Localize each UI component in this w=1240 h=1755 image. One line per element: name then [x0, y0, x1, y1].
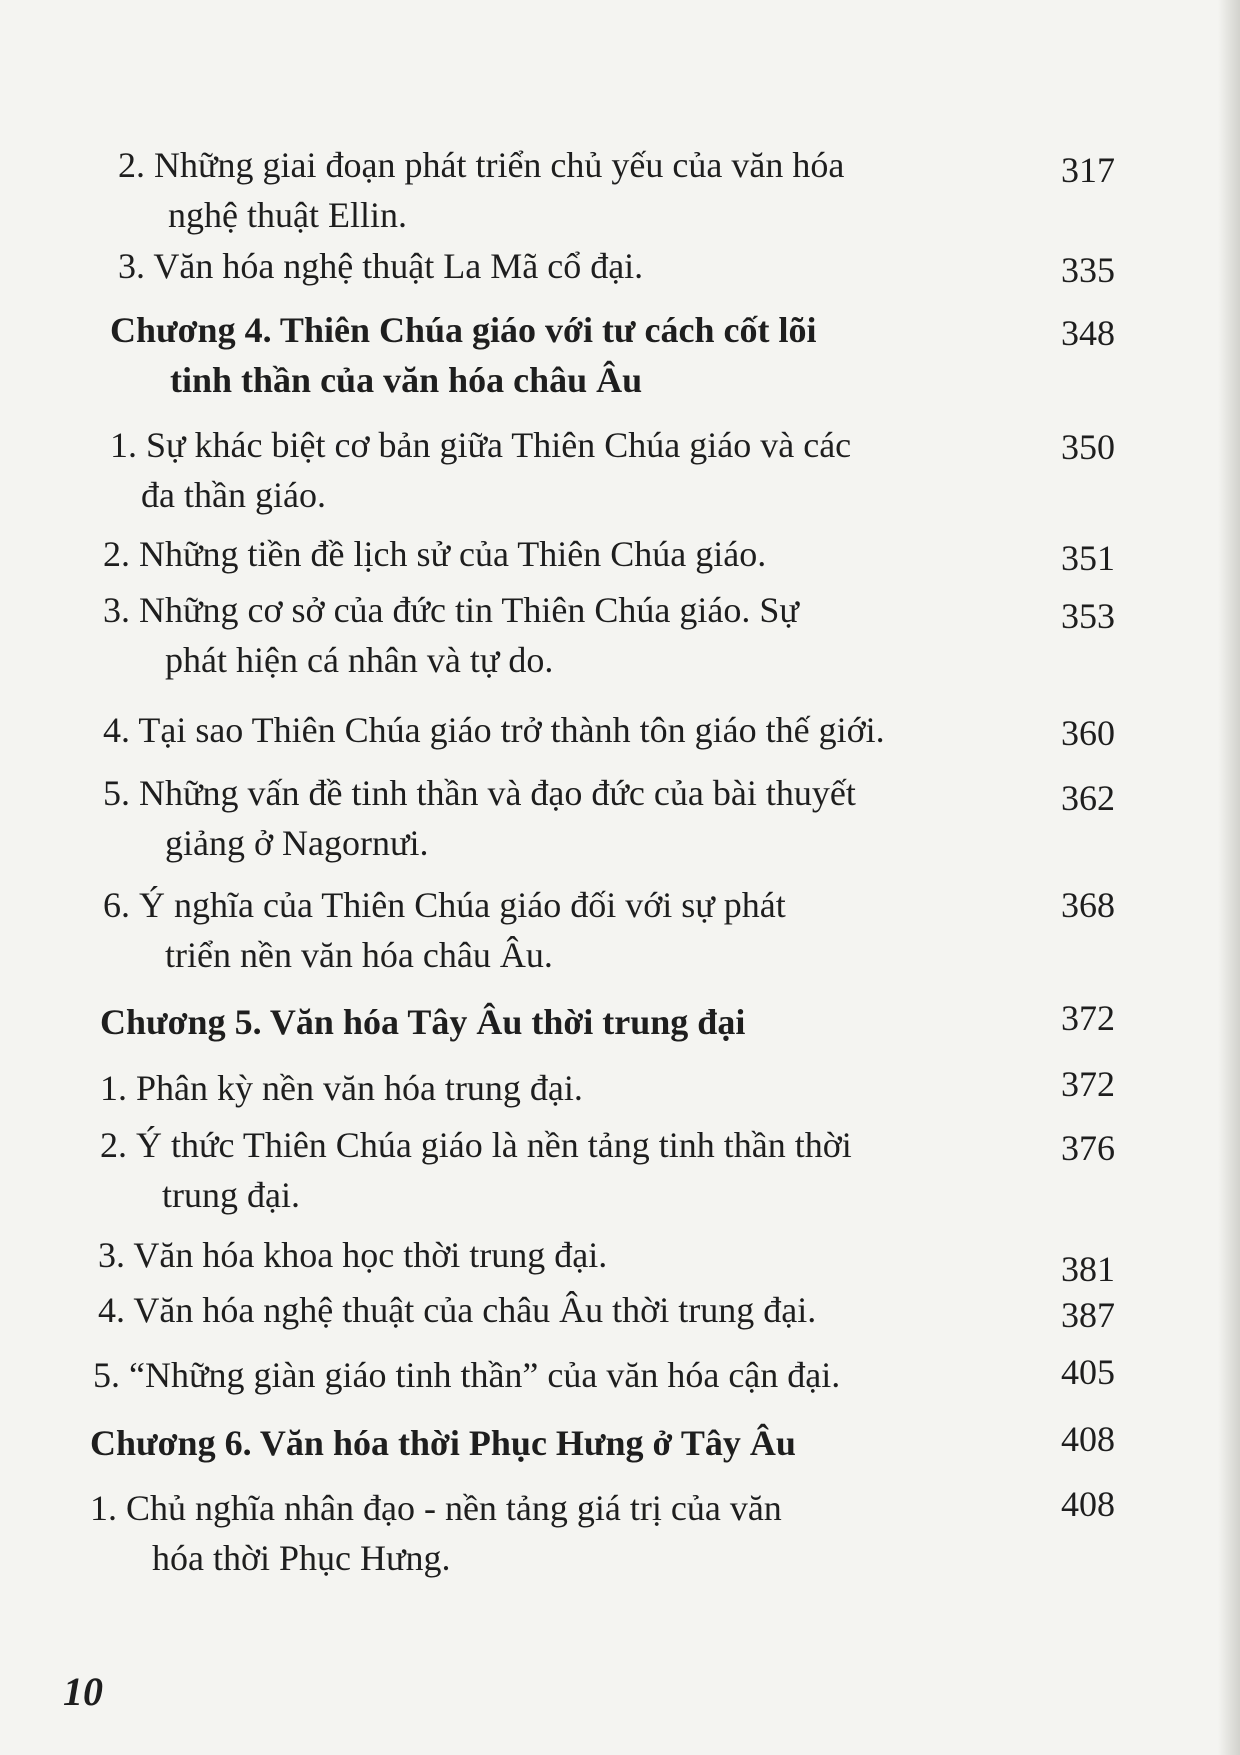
toc-entry — [90, 1483, 960, 1583]
toc-page-number: 360 — [1061, 713, 1115, 753]
toc-entry — [100, 1120, 970, 1220]
toc-page-number: 405 — [1061, 1352, 1115, 1392]
toc-chapter-entry — [100, 997, 970, 1047]
toc-entry-title-cont: tinh thần của văn hóa châu Âu — [170, 360, 643, 400]
toc-page-number: 372 — [1061, 998, 1115, 1038]
toc-entry-title: 1. Chủ nghĩa nhân đạo - nền tảng giá trị của văn — [90, 1488, 782, 1528]
page-number: 10 — [63, 1669, 103, 1714]
toc-entry-title: 3. Văn hóa nghệ thuật La Mã cổ đại. — [118, 246, 644, 286]
toc-entry — [103, 529, 973, 579]
toc-entry-title: 5. “Những giàn giáo tinh thần” của văn hóa cận đại. — [93, 1355, 841, 1395]
toc-entry — [110, 420, 980, 520]
toc-entry-title-cont: phát hiện cá nhân và tự do. — [165, 640, 554, 680]
toc-page-number: 387 — [1061, 1295, 1115, 1335]
toc-page-number: 408 — [1061, 1419, 1115, 1459]
toc-entry — [98, 1285, 968, 1335]
toc-entry-title: 2. Những tiền đề lịch sử của Thiên Chúa giáo. — [103, 534, 767, 574]
toc-entry-title: 1. Sự khác biệt cơ bản giữa Thiên Chúa giáo và các — [110, 425, 852, 465]
toc-page-number: 348 — [1061, 313, 1115, 353]
toc-entry-title: 1. Phân kỳ nền văn hóa trung đại. — [100, 1068, 583, 1108]
toc-entry-title-cont: đa thần giáo. — [141, 475, 326, 515]
toc-entry — [118, 140, 988, 240]
toc-entry-title: 2. Ý thức Thiên Chúa giáo là nền tảng tinh thần thời — [100, 1125, 852, 1165]
toc-page-number: 317 — [1061, 150, 1115, 190]
toc-entry — [103, 585, 973, 685]
toc-page-number: 381 — [1061, 1249, 1115, 1289]
toc-entry-title-cont: hóa thời Phục Hưng. — [152, 1538, 451, 1578]
toc-page-number: 376 — [1061, 1128, 1115, 1168]
toc-page-number: 372 — [1061, 1064, 1115, 1104]
toc-entry-title: Chương 5. Văn hóa Tây Âu thời trung đại — [100, 1002, 746, 1042]
toc-page-number: 350 — [1061, 427, 1115, 467]
toc-entry-title-cont: giảng ở Nagornưi. — [165, 823, 429, 863]
toc-entry — [103, 768, 973, 868]
toc-entry — [100, 1063, 970, 1113]
toc-page-number: 353 — [1061, 596, 1115, 636]
toc-entry-title: 2. Những giai đoạn phát triển chủ yếu của văn hóa — [118, 145, 845, 185]
toc-entry-title-cont: triển nền văn hóa châu Âu. — [165, 935, 553, 975]
toc-page-number: 362 — [1061, 778, 1115, 818]
toc-entry-title: 4. Tại sao Thiên Chúa giáo trở thành tôn giáo thế giới. — [103, 710, 885, 750]
toc-entry — [118, 241, 988, 291]
toc-entry-title-cont: trung đại. — [162, 1175, 300, 1215]
toc-chapter-entry — [110, 305, 980, 405]
toc-page-number: 368 — [1061, 885, 1115, 925]
toc-entry-title: 5. Những vấn đề tinh thần và đạo đức của bài thuyết — [103, 773, 856, 813]
toc-entry-title: Chương 4. Thiên Chúa giáo với tư cách cốt lõi — [110, 310, 817, 350]
toc-entry — [93, 1350, 963, 1400]
toc-entry-title: 3. Những cơ sở của đức tin Thiên Chúa giáo. Sự — [103, 590, 799, 630]
toc-page-number: 335 — [1061, 250, 1115, 290]
toc-entry-title: 3. Văn hóa khoa học thời trung đại. — [98, 1235, 608, 1275]
toc-entry-title: Chương 6. Văn hóa thời Phục Hưng ở Tây Âu — [90, 1423, 796, 1463]
toc-page-number: 408 — [1061, 1484, 1115, 1524]
toc-entry-title: 4. Văn hóa nghệ thuật của châu Âu thời trung đại. — [98, 1290, 817, 1330]
toc-chapter-entry — [90, 1418, 960, 1468]
toc-entry — [103, 705, 973, 755]
toc-entry — [98, 1230, 968, 1280]
toc-entry-title: 6. Ý nghĩa của Thiên Chúa giáo đối với sự phát — [103, 885, 786, 925]
toc-entry-title-cont: nghệ thuật Ellin. — [168, 195, 407, 235]
toc-page-number: 351 — [1061, 538, 1115, 578]
toc-entry — [103, 880, 973, 980]
